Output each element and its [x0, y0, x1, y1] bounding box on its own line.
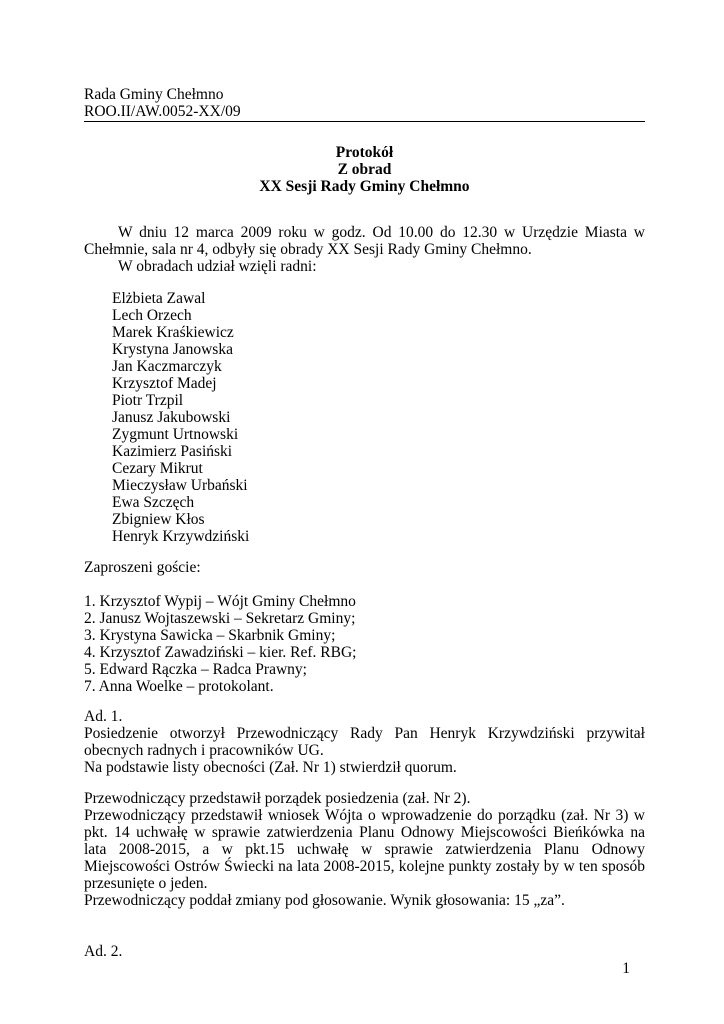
- guest-item: 1. Krzysztof Wypij – Wójt Gminy Chełmno: [84, 593, 356, 610]
- header-reference: ROO.II/AW.0052-XX/09: [84, 103, 241, 120]
- guest-item: 7. Anna Woelke – protokolant.: [84, 678, 274, 695]
- councillor-name: Zbigniew Kłos: [112, 511, 205, 528]
- councillor-name: Jan Kaczmarczyk: [112, 358, 222, 375]
- councillor-name: Ewa Szczęch: [112, 494, 195, 511]
- document-title: [84, 144, 645, 195]
- attendees-label: W obradach udział wzięli radni:: [118, 258, 317, 275]
- section-ad1: [84, 708, 645, 909]
- section-ad2: [84, 943, 645, 960]
- title-line-3: XX Sesji Rady Gminy Chełmno: [259, 178, 470, 195]
- section-ad1-para5: Przewodniczący poddał zmiany pod głosowanie. Wynik głosowania: 15 „za”.: [84, 892, 565, 909]
- guests-label: Zaproszeni goście:: [84, 559, 201, 576]
- section-ad1-para3: Przewodniczący przedstawił porządek posiedzenia (zał. Nr 2).: [84, 790, 471, 807]
- guest-item: 2. Janusz Wojtaszewski – Sekretarz Gminy;: [84, 610, 356, 627]
- section-ad1-group2: [84, 790, 645, 909]
- intro-paragraph: W dniu 12 marca 2009 roku w godz. Od 10.00 do 12.30 w Urzędzie Miasta w Chełmnie, sala nr 4, odbyły się obrady XX Sesji Rady Gminy Chełmno.: [84, 224, 645, 258]
- intro-section: [84, 224, 645, 275]
- councillor-name: Lech Orzech: [112, 307, 192, 324]
- councillor-name: Krystyna Janowska: [112, 341, 233, 358]
- page-number: 1: [622, 960, 630, 977]
- document-header: [84, 86, 645, 122]
- councillor-name: Henryk Krzywdziński: [112, 528, 250, 545]
- councillor-name: Kazimierz Pasiński: [112, 443, 233, 460]
- councillor-name: Marek Kraśkiewicz: [112, 324, 234, 341]
- title-line-2: Z obrad: [337, 161, 392, 178]
- section-ad2-heading: Ad. 2.: [84, 943, 123, 960]
- councillor-name: Piotr Trzpil: [112, 392, 184, 409]
- councillor-name: Krzysztof Madej: [112, 375, 217, 392]
- guest-item: 4. Krzysztof Zawadziński – kier. Ref. RBG;: [84, 644, 357, 661]
- councillors-list: [84, 290, 645, 545]
- section-ad1-para2: Na podstawie listy obecności (Zał. Nr 1) stwierdził quorum.: [84, 759, 457, 776]
- guest-item: 3. Krystyna Sawicka – Skarbnik Gminy;: [84, 627, 336, 644]
- councillor-name: Elżbieta Zawal: [112, 290, 206, 307]
- councillor-name: Zygmunt Urtnowski: [112, 426, 239, 443]
- section-ad1-para4: Przewodniczący przedstawił wniosek Wójta o wprowadzenie do porządku (zał. Nr 3) w pkt. 14 uchwałę w sprawie zatwierdzenia Planu Odnowy Miejscowości Bieńkówka na lata 2008-2015, a w pkt.15 uchwałę w sprawie zatwierdzenia Planu Odnowy Miejscowości Ostrów Świecki na lata 2008-2015, kolejne punkty zostały by w ten sposób przesunięte o jeden.: [84, 807, 645, 892]
- councillor-name: Janusz Jakubowski: [112, 409, 231, 426]
- section-ad1-heading: Ad. 1.: [84, 708, 123, 725]
- councillor-name: Mieczysław Urbański: [112, 477, 248, 494]
- guest-item: 5. Edward Rączka – Radca Prawny;: [84, 661, 307, 678]
- guests-list: [84, 593, 645, 695]
- councillor-name: Cezary Mikrut: [112, 460, 203, 477]
- section-ad1-para1: Posiedzenie otworzył Przewodniczący Rady Pan Henryk Krzywdziński przywitał obecnych radnych i pracowników UG.: [84, 725, 645, 759]
- header-organization: Rada Gminy Chełmno: [84, 86, 224, 103]
- title-line-1: Protokół: [335, 144, 394, 161]
